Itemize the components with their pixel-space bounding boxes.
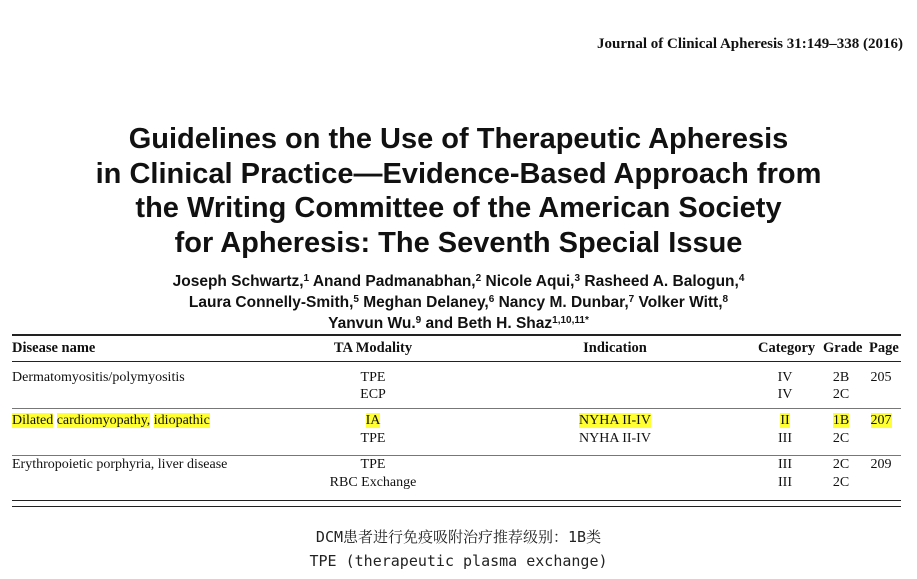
title-line: the Writing Committee of the American Society: [135, 192, 782, 224]
table-cell-page: 209: [870, 457, 892, 472]
table-cell-indication: NYHA II-IV: [579, 431, 651, 446]
table-cell-grade: 2C: [832, 387, 850, 402]
col-header-disease: Disease name: [12, 340, 96, 356]
caption-line: TPE (therapeutic plasma exchange): [309, 552, 608, 570]
table-cell-page: [866, 412, 896, 429]
table-cell-grade: 2B: [832, 370, 850, 385]
table-cell-modality: TPE: [360, 431, 386, 446]
table-cell-category: III: [778, 431, 792, 446]
table-cell-disease: Dermatomyositis/polymyositis: [12, 370, 185, 385]
paper-title: [0, 122, 917, 260]
author-list: [0, 271, 917, 334]
table-cell-modality: ECP: [360, 387, 386, 402]
author-name: Joseph Schwartz,: [172, 273, 304, 290]
table-cell-grade: 2C: [832, 475, 850, 490]
highlighted-text: II: [780, 413, 790, 428]
highlighted-word: Dilated: [12, 413, 54, 428]
title-line: for Apheresis: The Seventh Special Issue: [174, 226, 743, 259]
table-bottom-rule: [12, 500, 901, 501]
col-header-indication: Indication: [583, 340, 647, 356]
table-cell-category: III: [778, 475, 792, 490]
author-name: Yanvun Wu.: [328, 315, 416, 332]
author-name: Nicole Aqui,: [485, 273, 575, 290]
author-name: Laura Connelly-Smith,: [188, 294, 354, 311]
table-cell-page: 205: [870, 370, 892, 385]
author-name: and Beth H. Shaz: [425, 315, 553, 332]
title-line: in Clinical Practice—Evidence-Based Approach from: [95, 157, 822, 190]
table-cell-category: III: [778, 457, 792, 472]
table-cell-modality: TPE: [360, 370, 386, 385]
affiliation-sup: 9: [415, 315, 422, 326]
table-cell-modality: [318, 412, 428, 429]
affiliation-sup: 6: [488, 294, 495, 305]
table-cell-category: IV: [777, 387, 793, 402]
author-name: Nancy M. Dunbar,: [498, 294, 629, 311]
affiliation-sup: 4: [738, 273, 745, 284]
affiliation-sup: 3: [574, 273, 581, 284]
highlighted-text: 1B: [832, 413, 850, 428]
affiliation-sup: 1: [303, 273, 310, 284]
caption-line: DCM患者进行免疫吸附治疗推荐级别：1B类: [315, 528, 602, 546]
table-cell-grade: [826, 412, 856, 429]
highlighted-text: 207: [870, 413, 892, 428]
table-bottom-rule: [12, 506, 901, 507]
title-line: Guidelines on the Use of Therapeutic Apheresis: [128, 123, 789, 155]
journal-citation: Journal of Clinical Apheresis 31:149–338 (2016): [597, 36, 903, 52]
author-name: Anand Padmanabhan,: [312, 273, 476, 290]
table-cell-category: IV: [777, 370, 793, 385]
table-cell-disease: [12, 412, 210, 429]
highlighted-word: idiopathic: [153, 413, 210, 428]
affiliation-sup: 1,10,11*: [552, 315, 589, 326]
table-cell-modality: RBC Exchange: [329, 475, 417, 490]
affiliation-sup: 5: [353, 294, 359, 305]
affiliation-sup: 8: [722, 294, 729, 305]
table-cell-indication: [560, 412, 670, 429]
author-line: [0, 271, 917, 292]
table-cell-disease: Erythropoietic porphyria, liver disease: [12, 457, 228, 472]
author-name: Volker Witt,: [638, 294, 723, 311]
author-line: [0, 313, 917, 334]
table-top-rule: [12, 334, 901, 336]
affiliation-sup: 2: [475, 273, 482, 284]
col-header-category: Category: [758, 340, 816, 356]
author-name: Meghan Delaney,: [363, 294, 489, 311]
highlighted-text: NYHA II-IV: [579, 413, 651, 428]
highlighted-word: cardiomyopathy,: [56, 413, 151, 428]
col-header-page: Page: [869, 340, 899, 356]
header-rule: [12, 361, 901, 362]
table-cell-modality: TPE: [360, 457, 386, 472]
col-header-grade: Grade: [823, 340, 863, 356]
col-header-modality: TA Modality: [333, 340, 413, 356]
highlighted-text: IA: [365, 413, 381, 428]
table-cell-grade: 2C: [832, 457, 850, 472]
row-divider: [12, 408, 901, 409]
author-line: [0, 292, 917, 313]
affiliation-sup: 7: [628, 294, 635, 305]
table-cell-grade: 2C: [832, 431, 850, 446]
table-cell-category: [755, 412, 815, 429]
author-name: Rasheed A. Balogun,: [584, 273, 739, 290]
